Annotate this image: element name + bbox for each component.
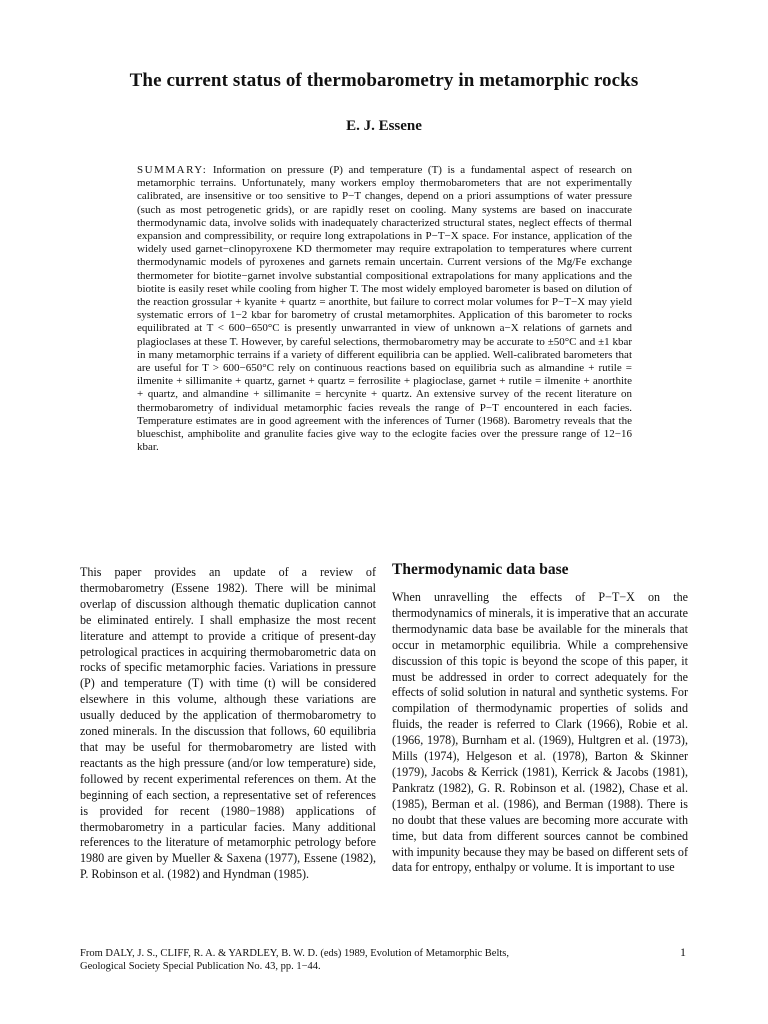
citation-line-2: Geological Society Special Publication No. 43, pp. 1−44. [80, 961, 321, 972]
citation-footer [80, 947, 690, 973]
page-number: 1 [680, 945, 686, 959]
intro-paragraph: This paper provides an update of a review of thermobarometry (Essene 1982). There will be minimal overlap of discussion although thematic duplication cannot be eliminated entirely. I shall emphasize the most recent literature and attempt to provide a critique of present-day petrological practices in acquiring thermobarometric data on rocks of specific metamorphic facies. Variations in pressure (P) and temperature (T) with time (t) will be considered elsewhere in this volume, although these variations are usually deduced by the application of thermobarometry to zoned minerals. In the discussion that follows, 60 equilibria that may be useful for thermobarometry are listed with reactants as the high pressure (and/or low temperature) side, followed by recent experimental references on them. At the beginning of each section, a representative set of references is provided for recent (1980−1988) applications of thermobarometry in a particular facies. Many additional references to the literature of metamorphic petrology before 1980 are given by Mueller & Saxena (1977), Essene (1982), P. Robinson et al. (1982) and Hyndman (1985). [80, 565, 376, 882]
section-heading: Thermodynamic data base [392, 561, 569, 578]
summary-abstract [137, 164, 632, 454]
paper-title: The current status of thermobarometry in metamorphic rocks [129, 70, 639, 91]
summary-text: Information on pressure (P) and temperature (T) is a fundamental aspect of research on metamorphic terrains. Unfortunately, many workers employ thermobarometers that are not experimentally calibrated, are insensitive or too sensitive to P−T changes, depend on a priori assumptions of water pressure (such as most petrogenetic grids), or are rapidly reset on cooling. Many systems are based on inaccurate thermodynamic data, involve solids with inadequately characterized structural states, neglect effects of thermal expansion and compressibility, or require long extrapolations in P−T−X space. For instance, application of the widely used garnet−clinopyroxene KD thermometer may require extrapolation to temperatures where current thermodynamic models of pyroxenes and garnets remain uncertain. Current versions of the Mg/Fe exchange thermometer for biotite−garnet involve substantial compositional extrapolations for many applications and the biotite is easily reset while cooling from higher T. The most widely employed barometer is based on dilution of the reaction grossular + kyanite + quartz = anorthite, but failure to correct molar volumes for P−T−X may yield systematic errors of 1−2 kbar for barometry of crustal metamorphites. Application of this barometer to rocks equilibrated at T < 600−650°C is presently unwarranted in view of unknown a−X relations of garnets and plagioclases at these T. However, by careful selections, thermobarometry may be accurate to ±50°C and ±1 kbar in many metamorphic terrains if a variety of different equilibria can be applied. Well-calibrated barometers that are useful for T > 600−650°C rely on continuous reactions based on equilibria such as almandine + rutile = ilmenite + sillimanite + quartz, garnet + quartz = ferrosilite + plagioclase, garnet + rutile = ilmenite + anorthite + quartz, and almandine + sillimanite = hercynite + quartz. An extensive survey of the recent literature on thermobarometry of individual metamorphic facies reveals the range of P−T encountered in each facies. Temperature estimates are in good agreement with the inferences of Turner (1968). Barometry reveals that the blueschist, amphibolite and granulite facies give way to the eclogite facies over the pressure range of 12−16 kbar. [137, 164, 632, 454]
summary-label: SUMMARY: [137, 164, 208, 176]
author-name: E. J. Essene [346, 118, 422, 134]
right-column [392, 560, 688, 876]
section-paragraph: When unravelling the effects of P−T−X on the thermodynamics of minerals, it is imperative that an accurate thermodynamic data base be available for the minerals that occur in metamorphic equilibria. While a comprehensive discussion of this topic is beyond the scope of this paper, it must be addressed in order to correct adequately for the effects of solid solution in natural and synthetic systems. For compilation of thermodynamic properties of solids and fluids, the reader is referred to Clark (1966), Robie et al. (1966, 1978), Burnham et al. (1969), Hultgren et al. (1973), Mills (1974), Helgeson et al. (1978), Barton & Skinner (1979), Jacobs & Kerrick (1981), Kerrick & Jacobs (1981), Pankratz (1982), G. R. Robinson et al. (1982), Chase et al. (1985), Berman et al. (1986), and Berman (1988). There is no doubt that these values are becoming more accurate with time, but data from different sources cannot be combined with impunity because they may be based on different sets of data for entropy, enthalpy or volume. It is important to use [392, 590, 688, 875]
left-column [80, 565, 376, 883]
citation-line-1: From DALY, J. S., CLIFF, R. A. & YARDLEY, B. W. D. (eds) 1989, Evolution of Metamorphic Belts, [80, 948, 510, 959]
